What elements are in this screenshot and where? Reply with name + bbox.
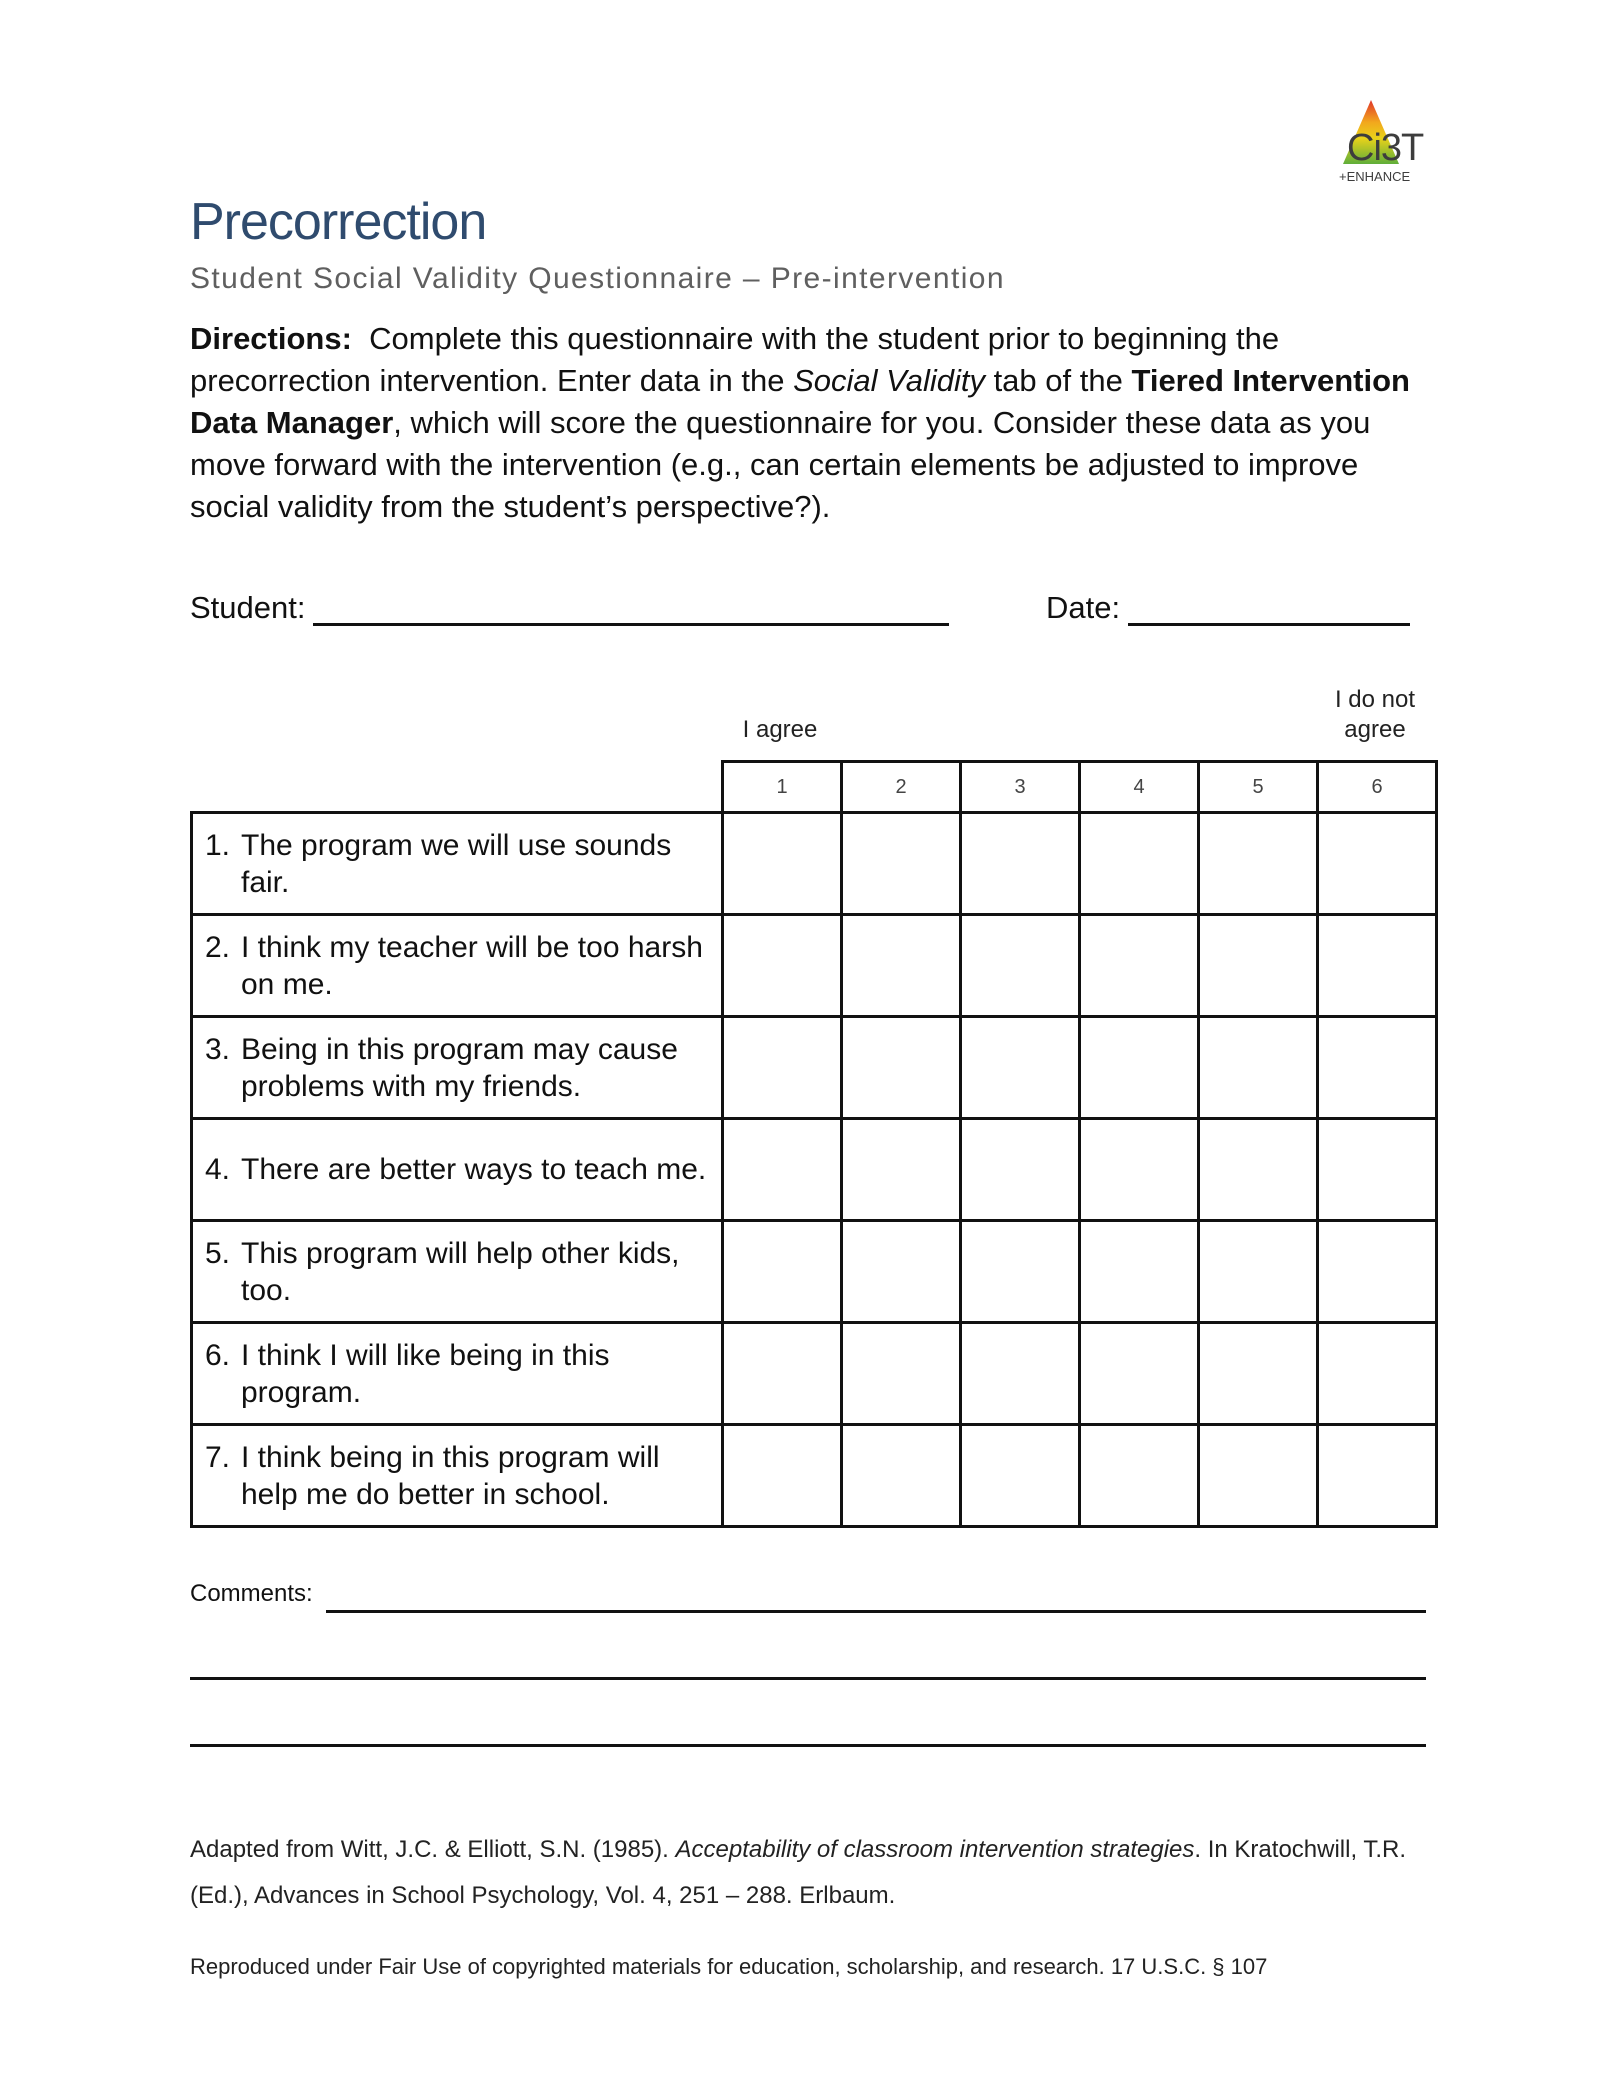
rating-cell[interactable] — [1318, 915, 1437, 1017]
rating-cell[interactable] — [1199, 1017, 1318, 1119]
scale-number: 2 — [842, 762, 961, 813]
scale-number: 6 — [1318, 762, 1437, 813]
rating-cell[interactable] — [723, 1221, 842, 1323]
directions-label: Directions: — [190, 321, 352, 356]
rating-cell[interactable] — [961, 915, 1080, 1017]
item-statement — [192, 915, 723, 1017]
questionnaire-table — [190, 760, 1438, 1528]
directions-text-3: , which will score the questionnaire for you. Consider these data as you move forward with the intervention (e.g., can certain elements be adjusted to improve social validity from the student’s perspective?). — [190, 405, 1371, 524]
table-row — [192, 1017, 1437, 1119]
item-number: 2. — [205, 930, 231, 964]
item-number: 6. — [205, 1338, 231, 1372]
rating-cell[interactable] — [1199, 1119, 1318, 1221]
rating-cell[interactable] — [842, 1119, 961, 1221]
rating-cell[interactable] — [1199, 1221, 1318, 1323]
item-number: 3. — [205, 1032, 231, 1066]
rating-cell[interactable] — [961, 1425, 1080, 1527]
item-statement — [192, 1017, 723, 1119]
rating-cell[interactable] — [1318, 813, 1437, 915]
item-text: I think I will like being in this program. — [241, 1338, 610, 1409]
rating-cell[interactable] — [842, 1017, 961, 1119]
page-subtitle: Student Social Validity Questionnaire – Pre-intervention — [190, 262, 1005, 295]
rating-cell[interactable] — [1199, 1323, 1318, 1425]
item-text: There are better ways to teach me. — [241, 1153, 707, 1186]
rating-cell[interactable] — [961, 813, 1080, 915]
rating-cell[interactable] — [842, 813, 961, 915]
rating-cell[interactable] — [961, 1119, 1080, 1221]
rating-cell[interactable] — [842, 915, 961, 1017]
table-row — [192, 813, 1437, 915]
scale-header-row — [192, 762, 1437, 813]
rating-cell[interactable] — [1318, 1017, 1437, 1119]
citation — [190, 1827, 1440, 1919]
ci3t-logo — [1335, 98, 1425, 190]
comments-line-1[interactable] — [326, 1610, 1426, 1613]
rating-cell[interactable] — [1318, 1221, 1437, 1323]
item-number: 4. — [205, 1153, 231, 1186]
scale-number: 3 — [961, 762, 1080, 813]
disagree-label-line-2: agree — [1344, 716, 1406, 743]
comments-label: Comments: — [190, 1580, 313, 1607]
table-row — [192, 1323, 1437, 1425]
item-text: I think my teacher will be too harsh on me. — [241, 930, 703, 1001]
item-number: 7. — [205, 1440, 231, 1474]
table-row — [192, 1119, 1437, 1221]
citation-title: Acceptability of classroom intervention strategies — [675, 1836, 1195, 1863]
scale-number: 1 — [723, 762, 842, 813]
rating-cell[interactable] — [1080, 1119, 1199, 1221]
logo-subtext: +ENHANCE — [1339, 169, 1411, 184]
rating-cell[interactable] — [1080, 1323, 1199, 1425]
item-statement — [192, 1425, 723, 1527]
directions-text-1: Complete this questionnaire with the student prior to beginning the precorrection intervention. Enter data in the — [190, 321, 1280, 398]
citation-post: . In Kratochwill, T.R. (Ed.), Advances in School Psychology, Vol. 4, 251 – 288. Erlbaum. — [190, 1836, 1407, 1909]
scale-number: 4 — [1080, 762, 1199, 813]
citation-pre: Adapted from Witt, J.C. & Elliott, S.N. (1985). — [190, 1836, 676, 1863]
rating-cell[interactable] — [961, 1323, 1080, 1425]
fair-use-notice: Reproduced under Fair Use of copyrighted materials for education, scholarship, and research. 17 U.S.C. § 107 — [190, 1954, 1268, 1979]
page-title: Precorrection — [190, 193, 487, 251]
agree-label: I agree — [742, 716, 818, 743]
rating-cell[interactable] — [1318, 1425, 1437, 1527]
item-statement — [192, 1119, 723, 1221]
rating-cell[interactable] — [842, 1425, 961, 1527]
directions-bold: Tiered Intervention Data Manager — [190, 363, 1410, 440]
directions-paragraph — [190, 318, 1440, 528]
rating-cell[interactable] — [961, 1017, 1080, 1119]
date-input-line[interactable] — [1128, 593, 1410, 626]
date-field — [1046, 590, 1410, 626]
rating-cell[interactable] — [1318, 1119, 1437, 1221]
rating-cell[interactable] — [723, 1119, 842, 1221]
table-row — [192, 1221, 1437, 1323]
item-number: 5. — [205, 1236, 231, 1270]
date-label: Date: — [1046, 590, 1121, 625]
item-text: This program will help other kids, too. — [241, 1236, 680, 1307]
item-number: 1. — [205, 828, 231, 862]
item-text: Being in this program may cause problems with my friends. — [241, 1032, 678, 1103]
comments-line-2[interactable] — [190, 1677, 1426, 1680]
rating-cell[interactable] — [842, 1323, 961, 1425]
comments-line-3[interactable] — [190, 1744, 1426, 1747]
directions-text-2: tab of the — [984, 363, 1132, 398]
scale-number: 5 — [1199, 762, 1318, 813]
table-row — [192, 915, 1437, 1017]
logo-text: Ci3T — [1347, 127, 1424, 169]
item-text: I think being in this program will help me do better in school. — [241, 1440, 660, 1511]
rating-cell[interactable] — [1199, 1425, 1318, 1527]
student-input-line[interactable] — [313, 593, 949, 626]
rating-cell[interactable] — [723, 813, 842, 915]
rating-cell[interactable] — [1080, 1221, 1199, 1323]
rating-cell[interactable] — [1318, 1323, 1437, 1425]
rating-cell[interactable] — [1080, 1425, 1199, 1527]
item-text: The program we will use sounds fair. — [241, 828, 672, 899]
rating-cell[interactable] — [842, 1221, 961, 1323]
rating-cell[interactable] — [1199, 813, 1318, 915]
item-statement — [192, 1221, 723, 1323]
rating-cell[interactable] — [723, 915, 842, 1017]
rating-cell[interactable] — [723, 1425, 842, 1527]
rating-cell[interactable] — [1199, 915, 1318, 1017]
rating-cell[interactable] — [1080, 915, 1199, 1017]
rating-cell[interactable] — [723, 1323, 842, 1425]
disagree-label — [1310, 685, 1440, 745]
rating-cell[interactable] — [961, 1221, 1080, 1323]
student-label: Student: — [190, 590, 306, 625]
student-field — [190, 590, 949, 626]
header-blank-cell — [192, 762, 723, 813]
item-statement — [192, 1323, 723, 1425]
rating-cell[interactable] — [723, 1017, 842, 1119]
disagree-label-line-1: I do not — [1334, 686, 1416, 713]
table-row — [192, 1425, 1437, 1527]
rating-cell[interactable] — [1080, 813, 1199, 915]
directions-italic: Social Validity — [793, 363, 985, 398]
rating-cell[interactable] — [1080, 1017, 1199, 1119]
item-statement — [192, 813, 723, 915]
